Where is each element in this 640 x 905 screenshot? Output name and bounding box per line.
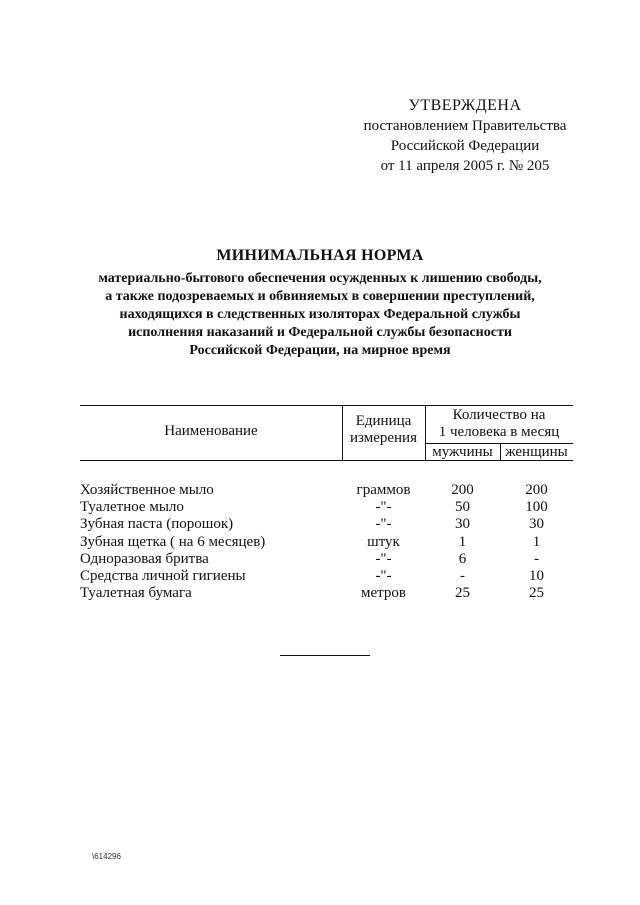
document-subtitle <box>60 270 580 360</box>
row-women: 200 <box>525 482 548 498</box>
row-women: 100 <box>525 499 548 515</box>
header-unit-line2: измерения <box>349 430 417 446</box>
document-id: \614296 <box>92 852 121 861</box>
header-men: мужчины <box>432 444 493 460</box>
row-name: Туалетное мыло <box>80 499 184 515</box>
row-name: Хозяйственное мыло <box>80 482 214 498</box>
row-men: 25 <box>455 585 470 601</box>
row-name: Зубная щетка ( на 6 месяцев) <box>80 534 266 550</box>
row-name: Зубная паста (порошок) <box>80 516 234 532</box>
header-name: Наименование <box>164 423 258 439</box>
row-women: 30 <box>529 516 544 532</box>
row-men: 50 <box>455 499 470 515</box>
approval-title: УТВЕРЖДЕНА <box>408 97 522 114</box>
header-women: женщины <box>505 444 568 460</box>
row-men: 200 <box>451 482 474 498</box>
row-men: 30 <box>455 516 470 532</box>
row-unit: штук <box>367 534 400 550</box>
row-unit: -"- <box>375 551 392 567</box>
row-men: 6 <box>458 551 467 567</box>
row-women: - <box>534 551 539 567</box>
approval-line: от 11 апреля 2005 г. № 205 <box>380 158 550 174</box>
header-qty-line2: 1 человека в месяц <box>438 424 560 440</box>
subtitle-line: материально-бытового обеспечения осужденных к лишению свободы, <box>98 271 542 286</box>
row-name: Одноразовая бритва <box>80 551 209 567</box>
approval-block <box>360 96 570 176</box>
row-unit: -"- <box>375 516 392 532</box>
row-unit: -"- <box>375 568 392 584</box>
header-qty-line1: Количество на <box>452 407 546 423</box>
document-title: МИНИМАЛЬНАЯ НОРМА <box>216 247 424 264</box>
row-unit: -"- <box>375 499 392 515</box>
norm-table <box>80 405 573 610</box>
subtitle-line: исполнения наказаний и Федеральной службы безопасности <box>128 325 512 340</box>
row-women: 25 <box>529 585 544 601</box>
row-unit: метров <box>361 585 406 601</box>
row-men: - <box>460 568 465 584</box>
subtitle-line: находящихся в следственных изоляторах Федеральной службы <box>119 307 521 322</box>
row-name: Туалетная бумага <box>80 585 192 601</box>
approval-line: постановлением Правительства <box>363 118 567 134</box>
subtitle-line: а также подозреваемых и обвиняемых в совершении преступлений, <box>105 289 535 304</box>
table-top-rule <box>80 405 573 406</box>
row-men: 1 <box>458 534 467 550</box>
row-unit: граммов <box>356 482 411 498</box>
row-name: Средства личной гигиены <box>80 568 246 584</box>
row-women: 10 <box>529 568 544 584</box>
header-unit-line1: Единица <box>355 413 412 429</box>
approval-line: Российской Федерации <box>390 138 540 154</box>
subtitle-line: Российской Федерации, на мирное время <box>189 343 451 358</box>
row-women: 1 <box>532 534 541 550</box>
closing-rule <box>280 655 370 656</box>
